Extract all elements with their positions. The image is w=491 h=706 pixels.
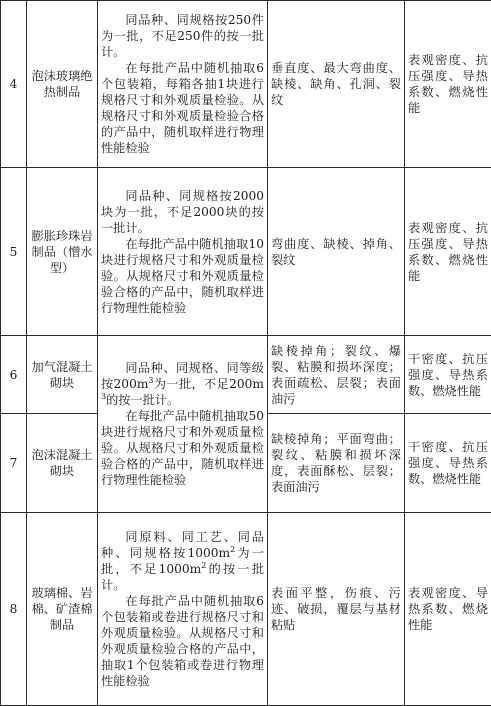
appearance-items-text: 缺棱掉角；裂纹、爆裂、粘膜和损坏深度；表面疏松、层裂；表面油污: [271, 343, 401, 407]
sampling-rule-batch: [101, 360, 264, 408]
performance-items-text: 表观密度、导热系数、燃烧性能: [408, 585, 488, 633]
row-number: 4: [1, 1, 27, 168]
rule-text: 为一批，不足200m: [153, 377, 264, 391]
product-name: 泡沫玻璃绝热制品: [27, 1, 98, 168]
product-name: 加气混凝土砌块: [27, 336, 98, 414]
appearance-items-text: 弯曲度、缺棱、掉角、裂纹: [271, 236, 401, 268]
sampling-rule-sampling: 在每批产品中随机抽取6个包装箱或卷进行规格尺寸和外观质量检验。从规格尺寸和外观质量检验合格的产品中，抽取1个包装箱或卷进行物理性能检验: [101, 593, 264, 689]
performance-items: [405, 168, 491, 336]
performance-items: [405, 513, 491, 706]
table-row: [1, 168, 491, 336]
rule-text: 为一批，不足1000m: [101, 546, 264, 576]
sampling-rule: [98, 336, 268, 513]
sampling-rule-batch: [101, 529, 264, 593]
unit-exponent: 3: [101, 392, 106, 401]
row-number: 5: [1, 168, 27, 336]
appearance-items: [268, 336, 405, 414]
appearance-items: [268, 1, 405, 168]
table-row: [1, 336, 491, 414]
unit-exponent: 2: [201, 561, 206, 570]
appearance-items-text: 表面平整，伤痕、污迹、破损，覆层与基材粘贴: [271, 585, 401, 633]
unit-exponent: 3: [148, 376, 153, 385]
rule-text: 的按一批计。: [101, 562, 264, 592]
appearance-items: [268, 513, 405, 706]
product-name: 泡沫混凝土砌块: [27, 414, 98, 513]
product-name: 膨胀珍珠岩制品（憎水型）: [27, 168, 98, 336]
unit-exponent: 2: [230, 545, 235, 554]
sampling-rule: [98, 168, 268, 336]
performance-items: [405, 414, 491, 513]
row-number: 6: [1, 336, 27, 414]
appearance-items-text: 垂直度、最大弯曲度、缺棱、缺角、孔洞、裂纹: [271, 60, 401, 108]
sampling-rule-batch: 同品种、同规格按250件为一批，不足250件的按一批计。: [101, 12, 264, 60]
performance-items-text: 表观密度、抗压强度、导热系数、燃烧性能: [408, 52, 488, 116]
sampling-rule: [98, 1, 268, 168]
table-row: [1, 1, 491, 168]
performance-items-text: 干密度、抗压强度、导热系数、燃烧性能: [408, 439, 488, 487]
performance-items: [405, 336, 491, 414]
sampling-rule-sampling: 在每批产品中随机抽取6个包装箱，每箱各抽1块进行规格尺寸和外观质量检验。从规格尺寸和外观质量检验合格的产品中，随机取样进行物理性能检验: [101, 60, 264, 156]
appearance-items: [268, 168, 405, 336]
table-row: [1, 513, 491, 706]
sampling-rule-sampling: 在每批产品中随机抽取10块进行规格尺寸和外观质量检验。从规格尺寸和外观质量检验合格的产品中，随机取样进行物理性能检验: [101, 236, 264, 316]
sampling-rule-sampling: 在每批产品中随机抽取50块进行规格尺寸和外观质量检验。从规格尺寸和外观质量检验合格的产品中，随机取样进行物理性能检验: [101, 408, 264, 488]
performance-items-text: 干密度、抗压强度、导热系数、燃烧性能: [408, 351, 488, 399]
rule-text: 的按一批计。: [106, 393, 179, 407]
appearance-items-text: 缺棱掉角；平面弯曲；裂纹、粘膜和损坏深度，表面酥松、层裂；表面油污: [271, 431, 401, 495]
rule-text: 同品种、同规格、同等级按200m: [101, 361, 264, 391]
rule-text: 同原料、同工艺、同品种、同规格按1000m: [101, 530, 264, 560]
sampling-rule-batch: 同品种、同规格按2000块为一批，不足2000块的按一批计。: [101, 188, 264, 236]
row-number: 7: [1, 414, 27, 513]
sampling-rule: [98, 513, 268, 706]
performance-items-text: 表观密度、抗压强度、导热系数、燃烧性能: [408, 220, 488, 284]
performance-items: [405, 1, 491, 168]
appearance-items: [268, 414, 405, 513]
row-number: 8: [1, 513, 27, 706]
product-name: 玻璃棉、岩棉、矿渣棉制品: [27, 513, 98, 706]
